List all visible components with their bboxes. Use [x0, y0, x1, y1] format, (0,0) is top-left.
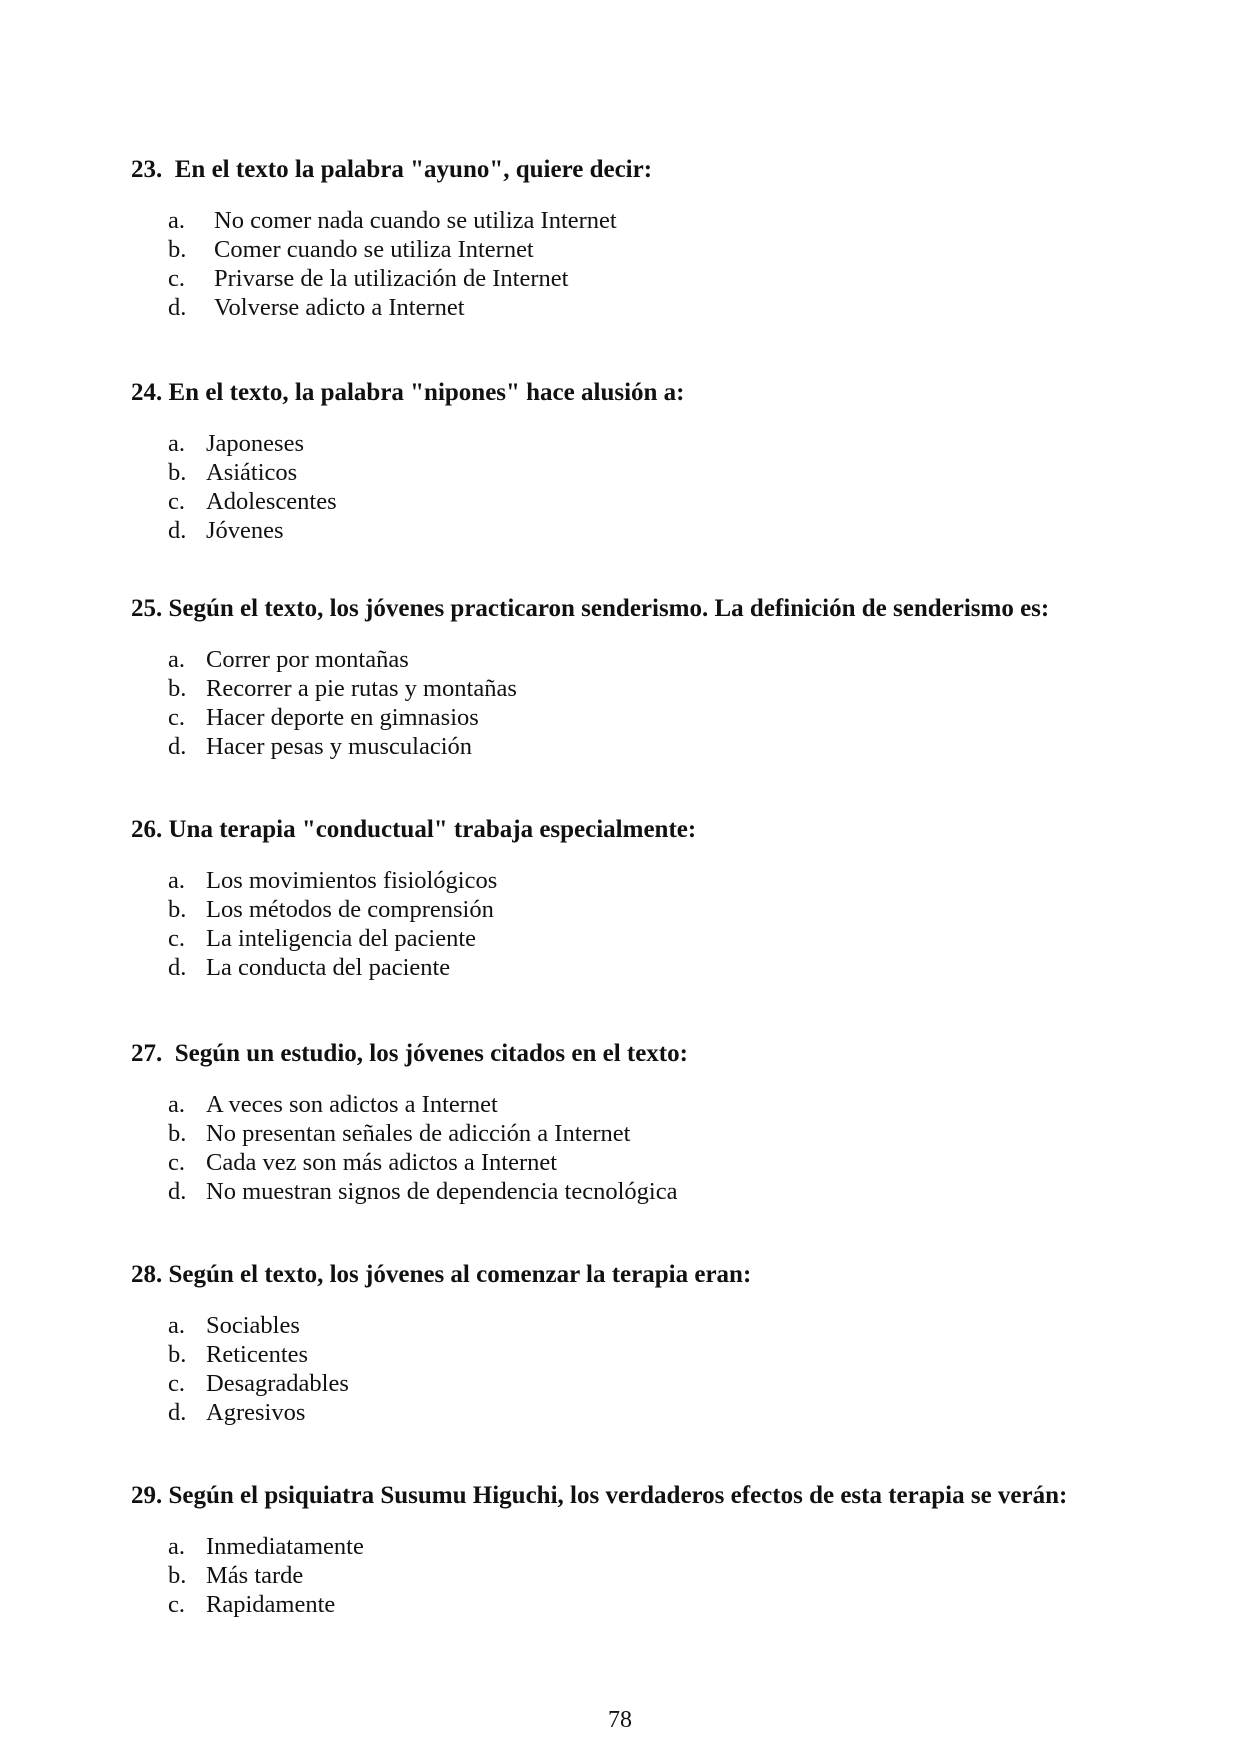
answer-option	[131, 703, 1131, 732]
question-29	[131, 1481, 1131, 1619]
option-text: No muestran signos de dependencia tecnológica	[206, 1178, 678, 1205]
option-text: Adolescentes	[206, 488, 337, 515]
question-number: 24.	[131, 379, 163, 406]
question-25	[131, 594, 1131, 761]
question-title	[131, 815, 1131, 845]
option-letter: d.	[168, 1178, 187, 1205]
answer-option	[131, 293, 1131, 322]
answer-option	[131, 645, 1131, 674]
option-letter: c.	[168, 1149, 185, 1176]
answer-options	[131, 429, 1131, 545]
question-number: 27.	[131, 1040, 163, 1067]
option-text: Jóvenes	[206, 517, 284, 544]
answer-option	[131, 1340, 1131, 1369]
question-number: 28.	[131, 1261, 163, 1288]
answer-option	[131, 1177, 1131, 1206]
option-text: Rapidamente	[206, 1591, 336, 1618]
page-number: 78	[608, 1707, 632, 1733]
question-text: Una terapia "conductual" trabaja especialmente:	[168, 816, 697, 843]
option-text: Reticentes	[206, 1341, 309, 1368]
question-23	[131, 155, 1131, 322]
answer-option	[131, 1148, 1131, 1177]
question-26	[131, 815, 1131, 982]
answer-option	[131, 206, 1131, 235]
option-text: Hacer pesas y musculación	[206, 733, 472, 760]
question-text: Según un estudio, los jóvenes citados en el texto:	[174, 1040, 688, 1067]
answer-option	[131, 1311, 1131, 1340]
option-text: Inmediatamente	[206, 1533, 364, 1560]
answer-option	[131, 1369, 1131, 1398]
option-letter: d.	[168, 294, 187, 321]
option-letter: c.	[168, 1370, 185, 1397]
option-text: Los movimientos fisiológicos	[206, 867, 498, 894]
answer-option	[131, 674, 1131, 703]
option-letter: b.	[168, 1120, 187, 1147]
question-text: Según el texto, los jóvenes al comenzar la terapia eran:	[168, 1261, 752, 1288]
option-letter: b.	[168, 896, 187, 923]
option-letter: a.	[168, 207, 185, 234]
option-text: Agresivos	[206, 1399, 306, 1426]
option-text: Cada vez son más adictos a Internet	[206, 1149, 558, 1176]
answer-options	[131, 645, 1131, 761]
answer-options	[131, 1311, 1131, 1427]
answer-option	[131, 1532, 1131, 1561]
answer-option	[131, 924, 1131, 953]
answer-option	[131, 1398, 1131, 1427]
option-letter: a.	[168, 1091, 185, 1118]
question-title	[131, 155, 1131, 185]
question-text: Según el texto, los jóvenes practicaron senderismo. La definición de senderismo es:	[168, 595, 1050, 622]
option-text: No comer nada cuando se utiliza Internet	[214, 207, 617, 234]
option-letter: c.	[168, 488, 185, 515]
answer-option	[131, 235, 1131, 264]
answer-option	[131, 487, 1131, 516]
question-title	[131, 378, 1131, 408]
answer-option	[131, 516, 1131, 545]
option-letter: a.	[168, 867, 185, 894]
option-letter: a.	[168, 646, 185, 673]
option-text: Más tarde	[206, 1562, 304, 1589]
option-text: Privarse de la utilización de Internet	[214, 265, 569, 292]
answer-options	[131, 206, 1131, 322]
option-text: Asiáticos	[206, 459, 298, 486]
option-letter: a.	[168, 1312, 185, 1339]
question-title	[131, 1481, 1131, 1511]
question-number: 29.	[131, 1482, 163, 1509]
answer-option	[131, 1561, 1131, 1590]
question-title	[131, 1260, 1131, 1290]
option-letter: a.	[168, 430, 185, 457]
option-letter: a.	[168, 1533, 185, 1560]
option-letter: b.	[168, 1562, 187, 1589]
option-text: Sociables	[206, 1312, 300, 1339]
option-text: Desagradables	[206, 1370, 349, 1397]
option-letter: d.	[168, 1399, 187, 1426]
option-text: Volverse adicto a Internet	[214, 294, 465, 321]
option-letter: c.	[168, 1591, 185, 1618]
option-letter: b.	[168, 675, 187, 702]
question-text: En el texto la palabra "ayuno", quiere decir:	[174, 156, 653, 183]
option-text: La conducta del paciente	[206, 954, 451, 981]
question-text: En el texto, la palabra "nipones" hace alusión a:	[168, 379, 685, 406]
answer-options	[131, 1532, 1131, 1619]
question-28	[131, 1260, 1131, 1427]
answer-option	[131, 1119, 1131, 1148]
answer-option	[131, 953, 1131, 982]
question-24	[131, 378, 1131, 545]
option-letter: c.	[168, 925, 185, 952]
option-text: La inteligencia del paciente	[206, 925, 477, 952]
option-letter: c.	[168, 704, 185, 731]
option-text: Japoneses	[206, 430, 304, 457]
question-number: 26.	[131, 816, 163, 843]
question-number: 25.	[131, 595, 163, 622]
option-letter: b.	[168, 459, 187, 486]
option-text: Los métodos de comprensión	[206, 896, 494, 923]
answer-option	[131, 1590, 1131, 1619]
question-title	[131, 1039, 1131, 1069]
option-letter: d.	[168, 517, 187, 544]
question-title	[131, 594, 1131, 624]
answer-option	[131, 1090, 1131, 1119]
answer-option	[131, 458, 1131, 487]
option-text: Comer cuando se utiliza Internet	[214, 236, 534, 263]
option-text: Hacer deporte en gimnasios	[206, 704, 479, 731]
answer-option	[131, 895, 1131, 924]
option-text: Recorrer a pie rutas y montañas	[206, 675, 517, 702]
option-text: A veces son adictos a Internet	[206, 1091, 498, 1118]
option-letter: d.	[168, 733, 187, 760]
answer-option	[131, 732, 1131, 761]
option-letter: d.	[168, 954, 187, 981]
option-letter: c.	[168, 265, 185, 292]
question-number: 23.	[131, 156, 163, 183]
answer-option	[131, 866, 1131, 895]
question-27	[131, 1039, 1131, 1206]
answer-option	[131, 264, 1131, 293]
answer-option	[131, 429, 1131, 458]
option-text: No presentan señales de adicción a Internet	[206, 1120, 631, 1147]
option-text: Correr por montañas	[206, 646, 409, 673]
option-letter: b.	[168, 1341, 187, 1368]
answer-options	[131, 866, 1131, 982]
question-text: Según el psiquiatra Susumu Higuchi, los verdaderos efectos de esta terapia se verán:	[168, 1482, 1068, 1509]
answer-options	[131, 1090, 1131, 1206]
option-letter: b.	[168, 236, 187, 263]
